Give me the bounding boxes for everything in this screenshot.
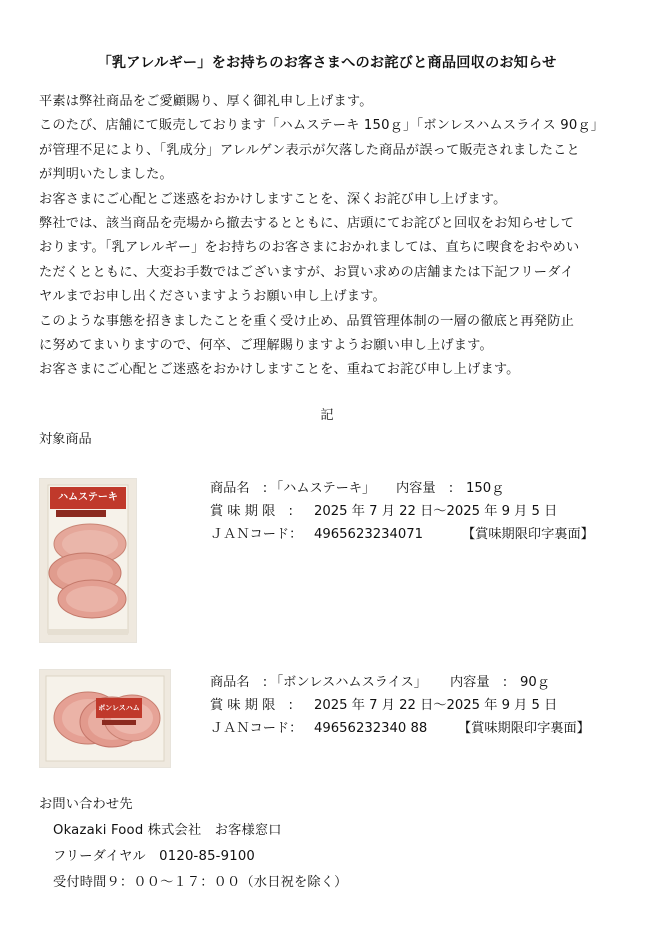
paragraph-line: に努めてまいりますので、何卒、ご理解賜りますようお願い申し上げます。 [39,337,493,353]
expiry-print-note: 【賞味期限印字裏面】 [458,721,590,736]
paragraph-line: 弊社では、該当商品を売場から撤去するとともに、店頭にてお詫びと回収をお知らせして [39,215,575,231]
jan-value: 49656232340 88 [314,721,428,736]
boneless-ham-package-icon [40,670,170,767]
paragraph-line: このたび、店舗にて販売しております「ハムステーキ 150ｇ」「ボンレスハムスライス 90ｇ」 [39,118,605,134]
contact-section [39,792,348,896]
contact-heading: お問い合わせ先 [39,797,133,812]
capacity-label: 内容量 : [396,481,454,496]
paragraph-line: おります。「乳アレルギー」をお持ちのお客さまにおかれましては、直ちに喫食をおやめい [39,240,580,256]
jan-label: ＪＡＮコード： [210,527,303,542]
product-name-label: 商品名 : [210,675,268,690]
expiry-value: 2025 年 7 月 22 日～2025 年 9 月 5 日 [314,698,558,713]
expiry-label: 賞 味 期 限 : [210,698,293,713]
jan-label: ＪＡＮコード： [210,721,303,736]
expiry-value: 2025 年 7 月 22 日～2025 年 9 月 5 日 [314,504,558,519]
contact-company: Okazaki Food 株式会社 お客様窓口 [53,823,282,838]
jan-value: 4965623234071 [314,527,424,542]
product-image-boneless-ham [39,669,171,768]
paragraph-line: このような事態を招きましたことを重く受け止め、品質管理体制の一層の徹底と再発防止 [39,313,574,329]
paragraph-line: が管理不足により、「乳成分」アレルゲン表示が欠落した商品が誤って販売されましたこと [39,142,580,158]
page-title: 「乳アレルギー」をお持ちのお客さまへのお詫びと商品回収のお知らせ [97,55,557,71]
target-products-label: 対象商品 [39,432,92,447]
capacity-value: 90ｇ [520,675,550,690]
paragraph-line: お客さまにご心配とご迷惑をおかけしますことを、深くお詫び申し上げます。 [39,191,507,207]
ki-heading: 記 [320,408,334,423]
product-name-label: 商品名 : [210,481,268,496]
paragraph-line: 平素は弊社商品をご愛顧賜り、厚く御礼申し上げます。 [39,94,373,109]
paragraph-line: ヤルまでお申し出くださいますようお願い申し上げます。 [39,289,386,305]
package-label: ボンレスハム [98,704,140,712]
contact-free-dial: フリーダイヤル 0120-85-9100 [53,849,255,864]
product-image-ham-steak [39,478,137,643]
paragraph-line: ただくとともに、大変お手数ではございますが、お買い求めの店舗または下記フリーダイ [39,264,574,280]
capacity-label: 内容量 : [450,675,508,690]
capacity-value: 150ｇ [466,481,505,496]
product-name: 「ハムステーキ」 [270,481,376,496]
expiry-print-note: 【賞味期限印字裏面】 [462,527,594,542]
paragraph-line: が判明いたしました。 [39,167,173,183]
package-label: ハムステーキ [58,492,118,503]
expiry-label: 賞 味 期 限 : [210,504,293,519]
paragraph-line: お客さまにご心配とご迷惑をおかけしますことを、重ねてお詫び申し上げます。 [39,362,520,378]
notice-body [39,90,629,383]
product-name: 「ボンレスハムスライス」 [270,675,427,690]
contact-hours: 受付時間９：００～１７：００（水日祝を除く） [53,875,348,890]
